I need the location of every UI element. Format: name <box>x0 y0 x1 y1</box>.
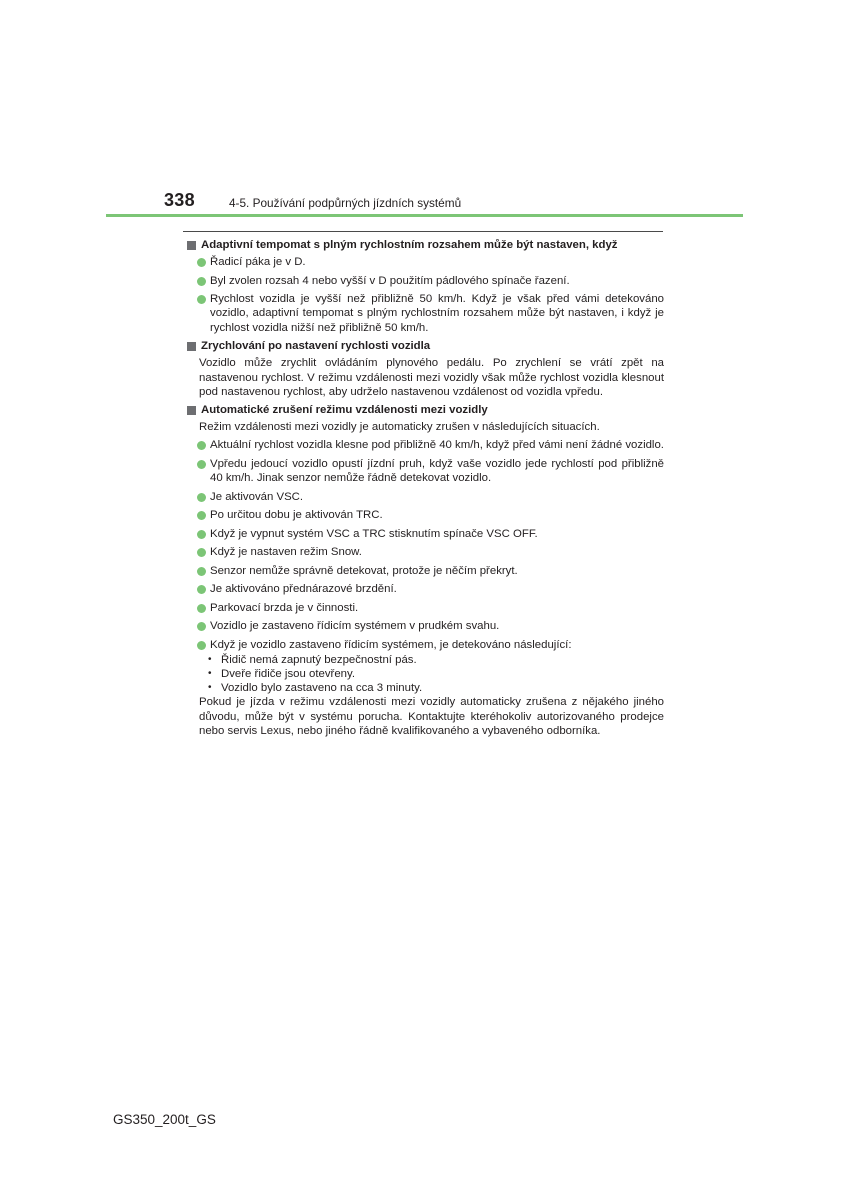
header-divider <box>106 214 743 217</box>
sub-list-item <box>208 681 664 695</box>
content-divider <box>183 231 663 232</box>
circle-bullet-icon <box>197 548 206 557</box>
small-bullet-icon: • <box>208 682 212 694</box>
circle-bullet-icon <box>197 585 206 594</box>
list-item <box>197 274 664 288</box>
list-item-text: Rychlost vozidla je vyšší než přibližně 50 km/h. Když je však před vámi detekováno vozidlo, adaptivní tempomat s plným rychlostním rozsahem může být nastaven, i když je rychlost vozidla nižší než přibližně 50 km/h. <box>210 293 664 334</box>
list-item <box>197 457 664 485</box>
sub-list-item <box>208 653 664 667</box>
square-bullet-icon <box>187 406 196 415</box>
list-item-text: Po určitou dobu je aktivován TRC. <box>210 509 383 522</box>
circle-bullet-icon <box>197 530 206 539</box>
circle-bullet-icon <box>197 641 206 650</box>
section-heading <box>184 403 664 417</box>
list-item-text: Řadicí páka je v D. <box>210 256 306 269</box>
paragraph: Vozidlo může zrychlit ovládáním plynového pedálu. Po zrychlení se vrátí zpět na nastavenou rychlost. V režimu vzdálenosti mezi vozidly však může rychlost vozidla klesnout pod nastavenou rychlost, aby udrželo nastavenou vzdálenost od vozidla vpředu. <box>199 357 664 398</box>
list-item <box>197 601 664 615</box>
circle-bullet-icon <box>197 277 206 286</box>
section-heading <box>184 238 664 252</box>
list-item-text: Je aktivován VSC. <box>210 490 304 503</box>
page-content <box>184 238 664 738</box>
sub-list-item-text: Řidič nemá zapnutý bezpečnostní pás. <box>221 653 417 666</box>
list-item <box>197 582 664 596</box>
sub-list-item <box>208 667 664 681</box>
section-title: 4-5. Používání podpůrných jízdních systémů <box>229 196 462 210</box>
list-item-text: Když je vozidlo zastaveno řídicím systémem, je detekováno následující: <box>210 638 572 651</box>
list-item-text: Když je vypnut systém VSC a TRC stisknutím spínače VSC OFF. <box>210 527 538 540</box>
list-item-text: Vpředu jedoucí vozidlo opustí jízdní pruh, když vaše vozidlo jede rychlostí pod přibližně 40 km/h. Jinak senzor nemůže řádně detekovat vozidlo. <box>210 457 664 485</box>
paragraph: Režim vzdálenosti mezi vozidly je automaticky zrušen v následujících situacích. <box>199 421 600 434</box>
list-item-text: Vozidlo je zastaveno řídicím systémem v prudkém svahu. <box>210 620 500 633</box>
section-heading <box>184 339 664 353</box>
list-item <box>197 255 664 269</box>
list-item-text: Parkovací brzda je v činnosti. <box>210 601 359 614</box>
heading-text: Zrychlování po nastavení rychlosti vozidla <box>201 340 431 353</box>
circle-bullet-icon <box>197 441 206 450</box>
circle-bullet-icon <box>197 604 206 613</box>
circle-bullet-icon <box>197 295 206 304</box>
square-bullet-icon <box>187 241 196 250</box>
footer-model-code: GS350_200t_GS <box>113 1112 216 1127</box>
list-item <box>197 564 664 578</box>
page-number: 338 <box>164 190 195 210</box>
circle-bullet-icon <box>197 567 206 576</box>
small-bullet-icon: • <box>208 653 212 665</box>
list-item-text: Je aktivováno přednárazové brzdění. <box>210 583 397 596</box>
square-bullet-icon <box>187 342 196 351</box>
small-bullet-icon: • <box>208 667 212 679</box>
list-item <box>197 292 664 335</box>
list-item <box>197 545 664 559</box>
page-header <box>0 0 848 220</box>
list-item <box>197 490 664 504</box>
circle-bullet-icon <box>197 258 206 267</box>
list-item <box>197 638 664 652</box>
list-item-text: Když je nastaven režim Snow. <box>210 546 362 559</box>
list-item-text: Senzor nemůže správně detekovat, protože je něčím překryt. <box>210 564 518 577</box>
circle-bullet-icon <box>197 622 206 631</box>
list-item-text: Aktuální rychlost vozidla klesne pod přibližně 40 km/h, když před vámi není žádné vozidlo. <box>210 439 664 452</box>
sub-list-item-text: Dveře řidiče jsou otevřeny. <box>221 667 356 680</box>
closing-paragraph: Pokud je jízda v režimu vzdálenosti mezi vozidly automaticky zrušena z nějakého jiného důvodu, může být v systému porucha. Kontaktujte kteréhokoliv autorizovaného prodejce nebo servis Lexus, nebo jiného řádně kvalifikovaného a vybaveného odborníka. <box>199 696 664 737</box>
circle-bullet-icon <box>197 511 206 520</box>
heading-text: Adaptivní tempomat s plným rychlostním rozsahem může být nastaven, když <box>201 239 618 251</box>
list-item-text: Byl zvolen rozsah 4 nebo vyšší v D použitím pádlového spínače řazení. <box>210 274 570 287</box>
circle-bullet-icon <box>197 493 206 502</box>
list-item <box>197 508 664 522</box>
heading-text: Automatické zrušení režimu vzdálenosti mezi vozidly <box>201 403 488 416</box>
sub-list-item-text: Vozidlo bylo zastaveno na cca 3 minuty. <box>221 682 423 695</box>
list-item <box>197 527 664 541</box>
list-item <box>197 438 664 452</box>
circle-bullet-icon <box>197 460 206 469</box>
list-item <box>197 619 664 633</box>
